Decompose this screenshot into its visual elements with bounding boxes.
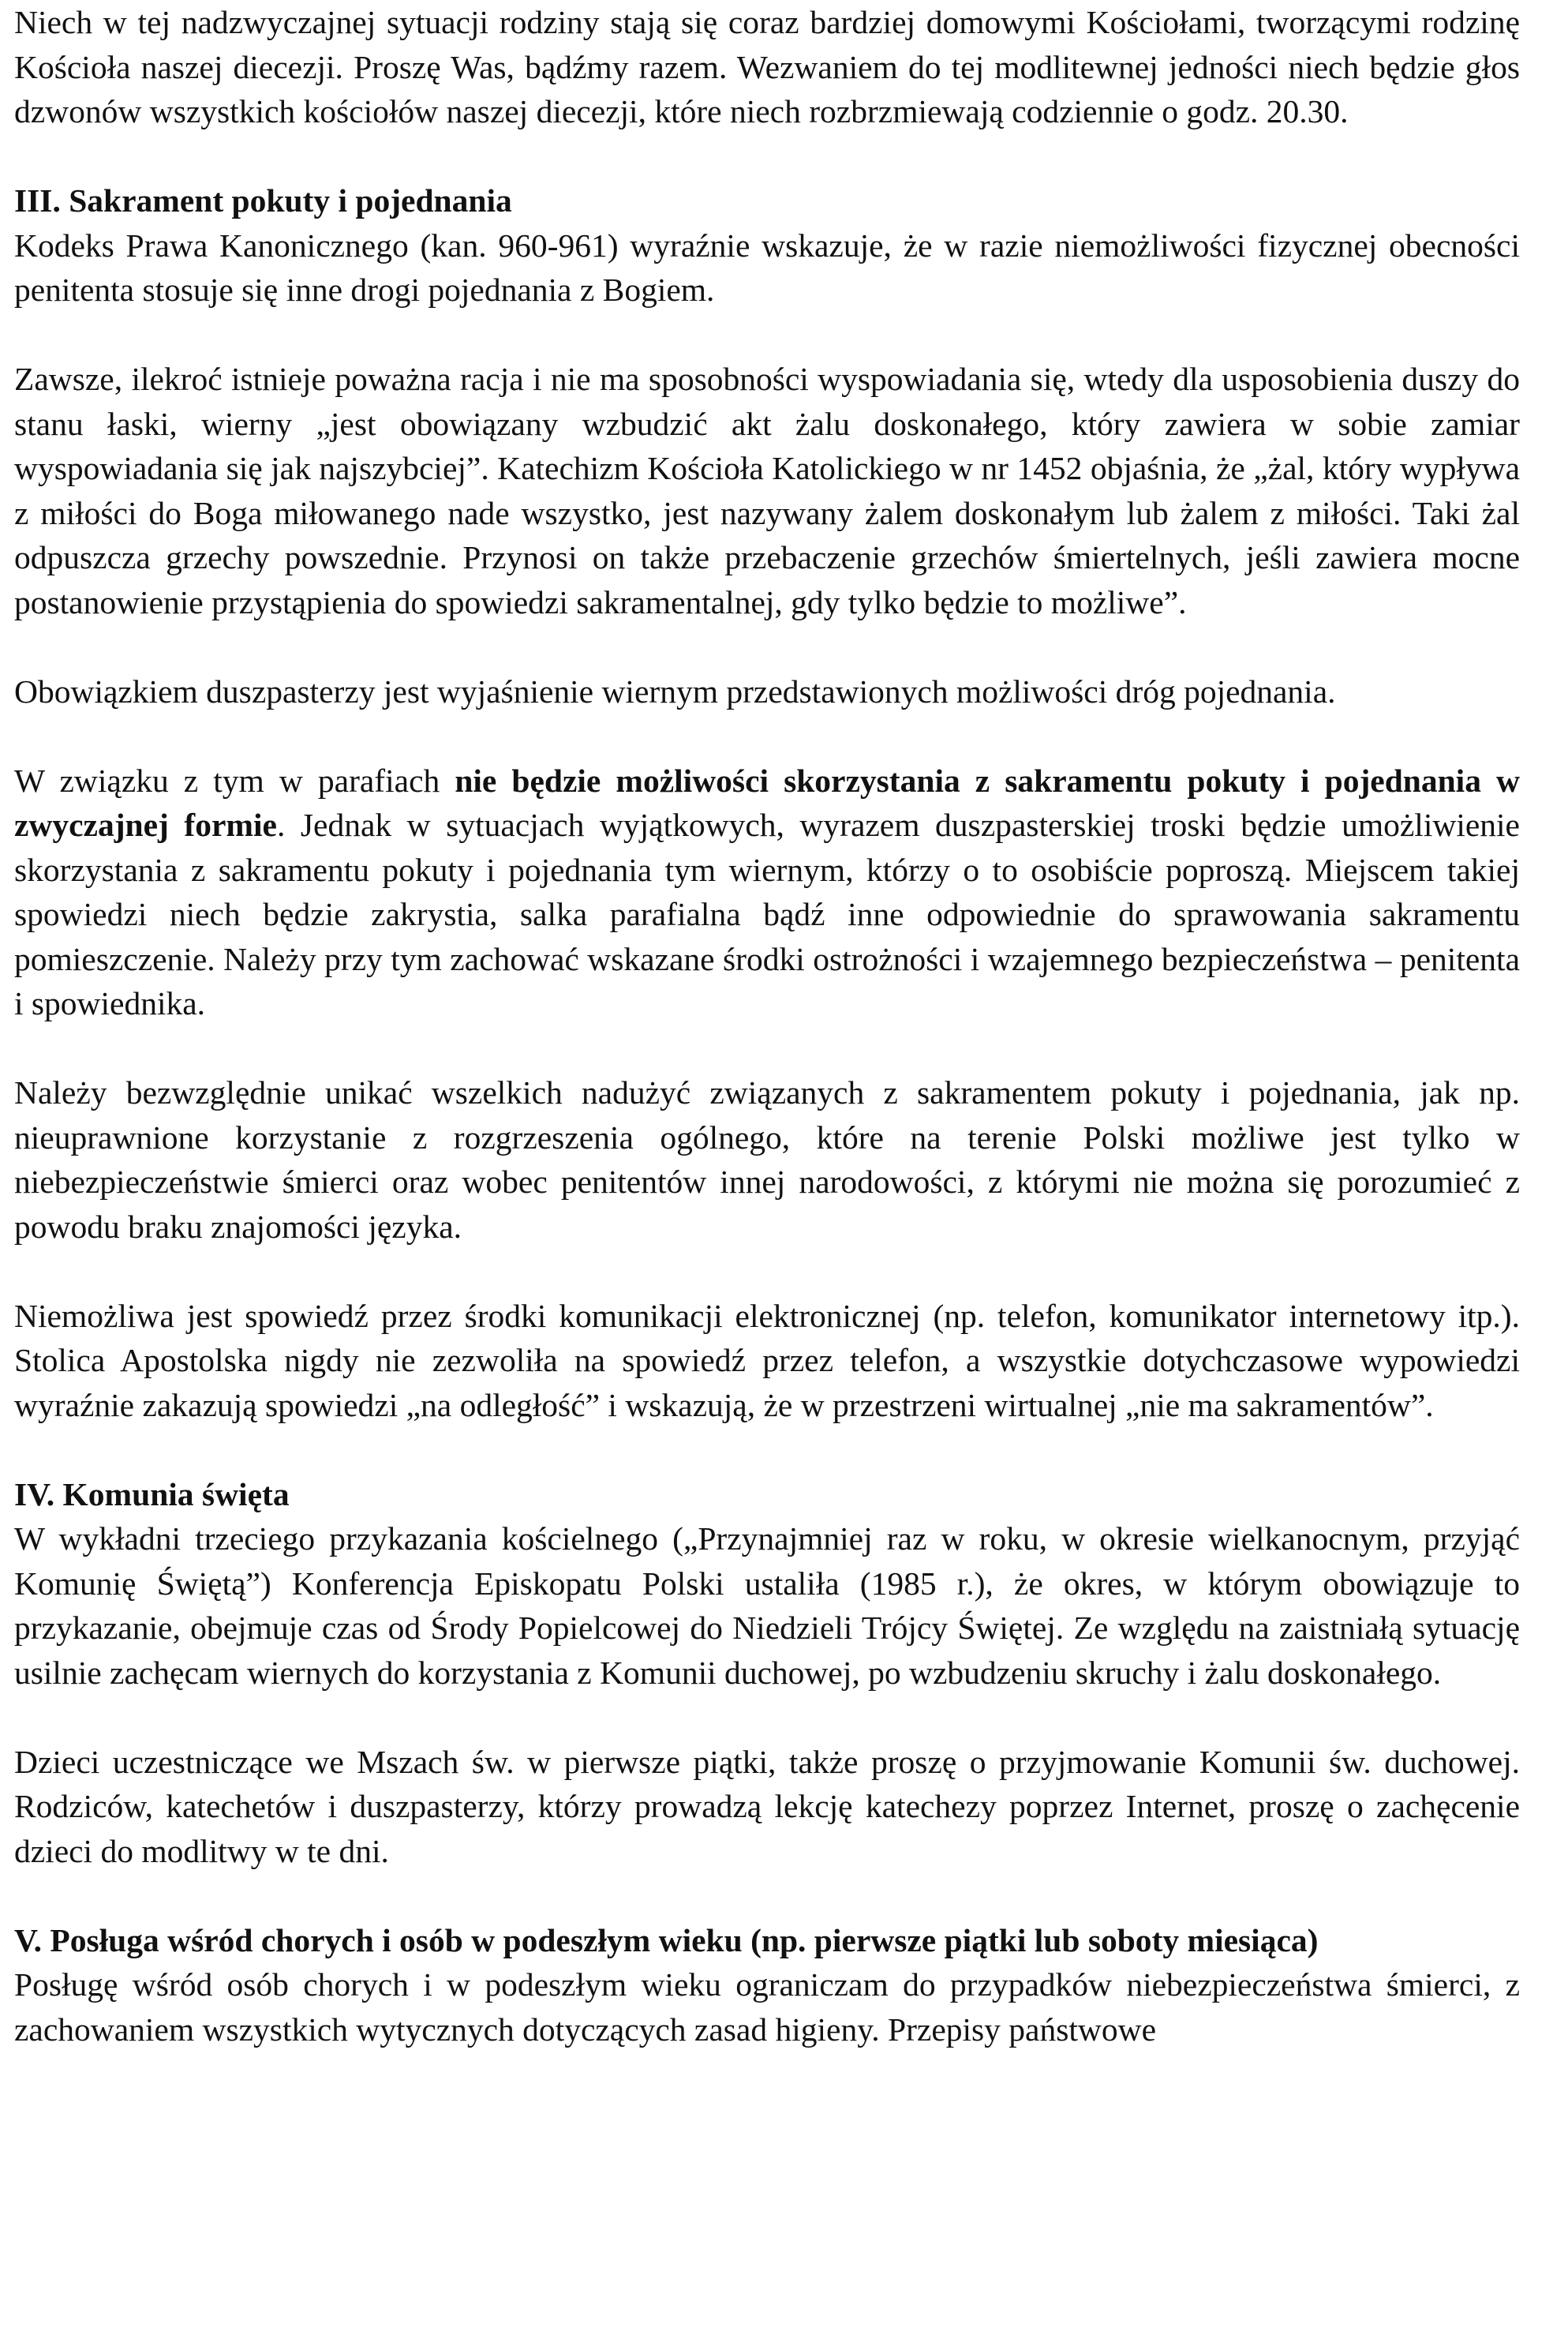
- paragraph-zawsze: Zawsze, ilekroć istnieje poważna racja i nie ma sposobności wyspowiadania się, wtedy dla usposobienia duszy do stanu łaski, wierny „jest obowiązany wzbudzić akt żalu doskonałego, który zawiera w sobie zamiar wyspowiadania się jak najszybciej”. Katechizm Kościoła Katolickiego w nr 1452 objaśnia, że „żal, który wypływa z miłości do Boga miłowanego nade wszystko, jest nazywany żalem doskonałym lub żalem z miłości. Taki żal odpuszcza grzechy powszednie. Przynosi on także przebaczenie grzechów śmiertelnych, jeśli zawiera mocne postanowienie przystąpienia do spowiedzi sakramentalnej, gdy tylko będzie to możliwe”.: [14, 361, 1520, 620]
- paragraph-spacer: [14, 1427, 1520, 1472]
- paragraph-zwiazek-bold: nie będzie możliwości skorzystania z sakramentu pokuty i pojednania w zwyczajnej formie: [14, 762, 1520, 843]
- paragraph-dzieci: Dzieci uczestniczące we Mszach św. w pierwsze piątki, także proszę o przyjmowanie Komunii św. duchowej. Rodziców, katechetów i duszpasterzy, którzy prowadzą lekcję katechezy poprzez Internet, proszę o zachęcenie dzieci do modlitwy w te dni.: [14, 1743, 1520, 1869]
- paragraph-spacer: [14, 134, 1520, 179]
- paragraph-niemozliwa: Niemożliwa jest spowiedź przez środki komunikacji elektronicznej (np. telefon, komunikator internetowy itp.). Stolica Apostolska nigdy nie zezwoliła na spowiedź przez telefon, a wszystkie dotychczasowe wypowiedzi wyraźnie zakazują spowiedzi „na odległość” i wskazują, że w przestrzeni wirtualnej „nie ma sakramentów”.: [14, 1297, 1520, 1423]
- section-heading-iv: IV. Komunia święta: [14, 1475, 290, 1512]
- paragraph-zwiazek: [14, 759, 1520, 1026]
- paragraph-spacer: [14, 1249, 1520, 1294]
- paragraph-kodeks: Kodeks Prawa Kanonicznego (kan. 960-961) wyraźnie wskazuje, że w razie niemożliwości fizycznej obecności penitenta stosuje się inne drogi pojednania z Bogiem.: [14, 227, 1520, 308]
- paragraph-intro: Niech w tej nadzwyczajnej sytuacji rodziny stają się coraz bardziej domowymi Kościołami, tworzącymi rodzinę Kościoła naszej diecezji. Proszę Was, bądźmy razem. Wezwaniem do tej modlitewnej jedności niech będzie głos dzwonów wszystkich kościołów naszej diecezji, które niech rozbrzmiewają codziennie o godz. 20.30.: [14, 4, 1520, 129]
- paragraph-spacer: [14, 1026, 1520, 1071]
- paragraph-wykladni: W wykładni trzeciego przykazania kościelnego („Przynajmniej raz w roku, w okresie wielkanocnym, przyjąć Komunię Świętą”) Konferencja Episkopatu Polski ustaliła (1985 r.), że okres, w którym obowiązuje to przykazanie, obejmuje czas od Środy Popielcowej do Niedzieli Trójcy Świętej. Ze względu na zaistniałą sytuację usilnie zachęcam wiernych do korzystania z Komunii duchowej, po wzbudzeniu skruchy i żalu doskonałego.: [14, 1520, 1520, 1691]
- paragraph-zwiazek-intro: W związku z tym w parafiach: [14, 762, 455, 799]
- paragraph-obowiazek: Obowiązkiem duszpasterzy jest wyjaśnienie wiernym przedstawionych możliwości dróg pojednania.: [14, 673, 1336, 710]
- paragraph-spacer: [14, 714, 1520, 759]
- paragraph-spacer: [14, 624, 1520, 669]
- paragraph-posluge: Posługę wśród osób chorych i w podeszłym wieku ograniczam do przypadków niebezpieczeństwa śmierci, z zachowaniem wszystkich wytycznych dotyczących zasad higieny. Przepisy państwowe: [14, 1966, 1520, 2048]
- paragraph-spacer: [14, 1873, 1520, 1918]
- section-heading-iii: III. Sakrament pokuty i pojednania: [14, 182, 512, 219]
- document-page: [14, 0, 1520, 2052]
- paragraph-zwiazek-rest: . Jednak w sytuacjach wyjątkowych, wyrazem duszpasterskiej troski będzie umożliwienie skorzystania z sakramentu pokuty i pojednania tym wiernym, którzy o to osobiście poproszą. Miejscem takiej spowiedzi niech będzie zakrystia, salka parafialna bądź inne odpowiednie do sprawowania sakramentu pomieszczenie. Należy przy tym zachować wskazane środki ostrożności i wzajemnego bezpieczeństwa – penitenta i spowiednika.: [14, 807, 1520, 1021]
- section-heading-v: V. Posługa wśród chorych i osób w podeszłym wieku (np. pierwsze piątki lub soboty miesiąca): [14, 1921, 1319, 1958]
- paragraph-nalezy: Należy bezwzględnie unikać wszelkich nadużyć związanych z sakramentem pokuty i pojednania, jak np. nieuprawnione korzystanie z rozgrzeszenia ogólnego, które na terenie Polski możliwe jest tylko w niebezpieczeństwie śmierci oraz wobec penitentów innej narodowości, z którymi nie można się porozumieć z powodu braku znajomości języka.: [14, 1074, 1520, 1245]
- paragraph-spacer: [14, 313, 1520, 358]
- paragraph-spacer: [14, 1695, 1520, 1740]
